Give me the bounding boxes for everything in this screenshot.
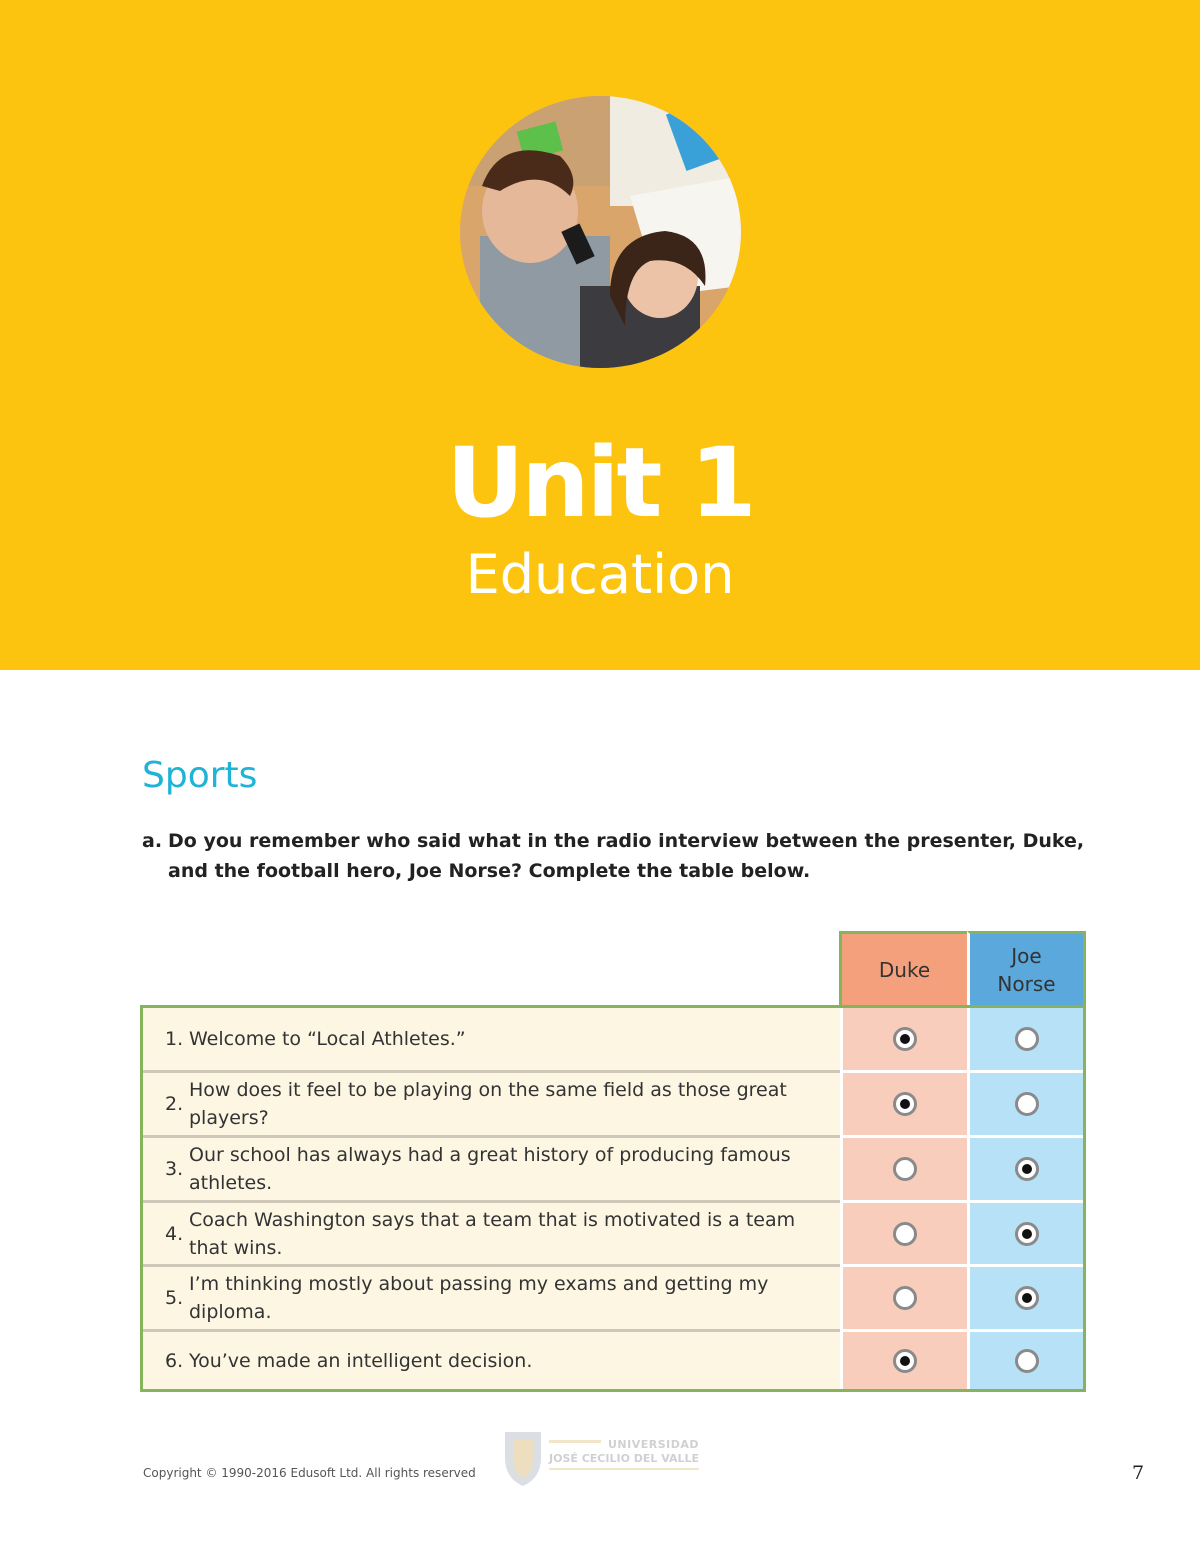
question-number: 6. [165,1349,184,1372]
question-cell [143,1008,840,1070]
radio-duke-2[interactable] [893,1092,917,1116]
column-header-duke [839,931,967,1005]
question-cell [143,1332,840,1389]
exercise-instruction-text: Do you remember who said what in the radio interview between the presenter, Duke, and the football hero, Joe Norse? Complete the table below. [168,830,1085,882]
duke-cell [840,1203,967,1264]
column-header-joe-norse [967,931,1086,1005]
question-cell [143,1138,840,1200]
radio-duke-6[interactable] [893,1349,917,1373]
table-row [143,1138,1083,1200]
radio-duke-5[interactable] [893,1286,917,1310]
question-cell [143,1073,840,1135]
question-text: I’m thinking mostly about passing my exams and getting my diploma. [189,1273,769,1323]
question-number: 5. [165,1287,184,1309]
duke-cell [840,1008,967,1070]
radio-duke-3[interactable] [893,1157,917,1181]
radio-duke-4[interactable] [893,1222,917,1246]
column-header-joe-norse-label: Joe Norse [997,943,1056,996]
joe-norse-cell [967,1008,1083,1070]
joe-norse-cell [967,1138,1083,1200]
watermark-line-1: UNIVERSIDAD [608,1438,700,1451]
question-number: 2. [165,1093,184,1115]
radio-joe-norse-2[interactable] [1015,1092,1039,1116]
students-photo-illustration [460,96,741,368]
exercise-instruction [142,826,1102,886]
joe-norse-cell [967,1267,1083,1329]
duke-cell [840,1073,967,1135]
question-number: 3. [165,1158,184,1180]
radio-duke-1[interactable] [893,1027,917,1051]
question-text: Our school has always had a great history of producing famous athletes. [189,1144,791,1194]
question-cell [143,1267,840,1329]
university-watermark-logo [493,1418,703,1492]
radio-joe-norse-1[interactable] [1015,1027,1039,1051]
duke-cell [840,1267,967,1329]
question-number: 1. [165,1028,184,1050]
question-text: Welcome to “Local Athletes.” [189,1028,466,1050]
question-number: 4. [165,1222,184,1245]
watermark-line-2: JOSÉ CECILIO DEL VALLE [549,1452,700,1465]
radio-joe-norse-3[interactable] [1015,1157,1039,1181]
duke-cell [840,1332,967,1389]
radio-joe-norse-4[interactable] [1015,1222,1039,1246]
question-text: Coach Washington says that a team that is motivated is a team that wins. [189,1208,796,1259]
table-row [143,1203,1083,1264]
joe-norse-cell [967,1203,1083,1264]
unit-subtitle: Education [465,543,735,606]
students-photo [460,96,741,368]
unit-title: Unit 1 [446,427,754,539]
answer-table [140,1005,1086,1392]
question-text: How does it feel to be playing on the same field as those great players? [189,1079,787,1129]
duke-cell [840,1138,967,1200]
page-number: 7 [1132,1462,1145,1484]
radio-joe-norse-6[interactable] [1015,1349,1039,1373]
table-row [143,1073,1083,1135]
joe-norse-cell [967,1332,1083,1389]
column-header-duke-label: Duke [878,957,931,982]
section-title: Sports [142,755,258,796]
table-row [143,1008,1083,1070]
table-row [143,1267,1083,1329]
radio-joe-norse-5[interactable] [1015,1286,1039,1310]
question-cell [143,1203,840,1264]
table-row [143,1332,1083,1389]
copyright-notice: Copyright © 1990-2016 Edusoft Ltd. All rights reserved [143,1466,476,1480]
exercise-letter: a. [142,830,163,852]
joe-norse-cell [967,1073,1083,1135]
unit-banner [0,0,1200,670]
question-text: You’ve made an intelligent decision. [189,1349,533,1372]
